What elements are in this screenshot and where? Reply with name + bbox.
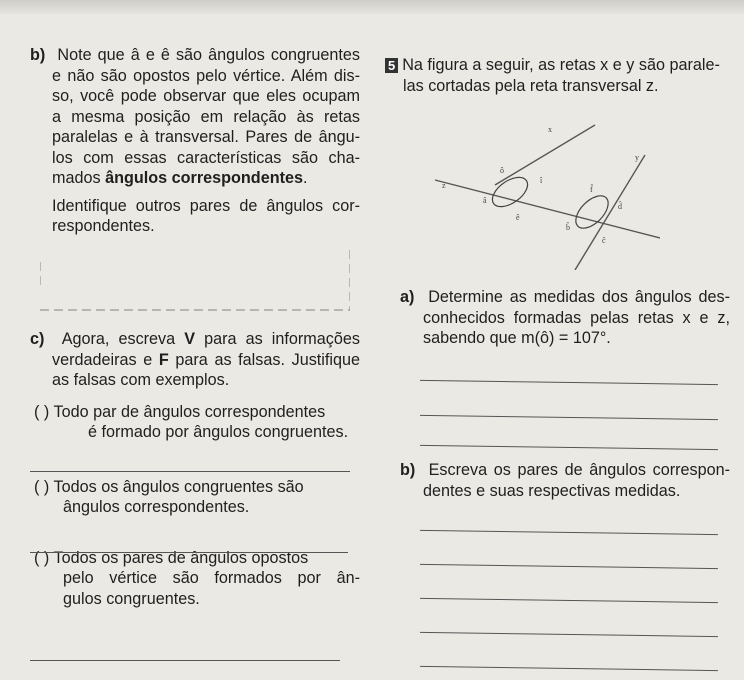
statement-2-line-1: ( ) Todos os ângulos congruentes são [34, 477, 304, 496]
statement-3-line-3: gulos congruentes. [63, 589, 200, 608]
ex5-a-line-2: conhecidos formadas pelas retas x e z, [423, 308, 730, 327]
answer-line[interactable] [420, 666, 718, 671]
label-z: z [442, 181, 446, 190]
exercise-number-badge: 5 [385, 58, 398, 73]
answer-box-dashed[interactable] [40, 250, 350, 325]
page-top-edge [0, 0, 744, 14]
true-false-box-2[interactable]: ( ) [34, 477, 50, 496]
ex5-a-line-1: a) Determine as medidas dos ângulos des- [400, 288, 730, 306]
label-o: ô [500, 166, 504, 175]
exercise-5 [385, 55, 730, 96]
item-c-line-2: verdadeiras e F para as falsas. Justifique [52, 350, 360, 369]
answer-line[interactable] [420, 380, 718, 385]
statement-3-line-1: ( ) Todos os pares de ângulos opostos [34, 548, 309, 567]
item-c-statement-3 [30, 548, 360, 610]
left-column [30, 45, 360, 237]
answer-line[interactable] [30, 552, 348, 553]
item-b-line-6: los com essas características são cha- [52, 148, 360, 167]
item-c-line-1: c) Agora, escreva V para as informações [30, 330, 360, 348]
item-c-statement-1 [30, 402, 360, 443]
exercise-5-a [400, 287, 730, 349]
statement-1-line-1: ( ) Todo par de ângulos correspondentes [34, 402, 326, 421]
item-b-line-7: mados ângulos correspondentes. [52, 169, 308, 187]
ex5-b-line-2: dentes e suas respectivas medidas. [423, 481, 681, 500]
item-b-identify-2: respondentes. [52, 217, 155, 235]
answer-line[interactable] [420, 530, 718, 535]
label-a: â [483, 196, 487, 205]
item-c [30, 329, 360, 609]
exercise-5-line-1: 5 Na figura a seguir, as retas x e y são parale- [385, 55, 730, 76]
answer-line[interactable] [420, 445, 718, 450]
true-false-box-3[interactable]: ( ) [34, 548, 50, 567]
label-x: x [548, 125, 552, 134]
exercise-5-b [400, 460, 730, 501]
item-b-line-3: so, você pode observar que eles ocupam [52, 87, 360, 105]
answer-line[interactable] [30, 660, 340, 661]
item-c-statement-2 [30, 477, 360, 518]
item-b-line-5: paralelas e à transversal. Pares de ângu- [52, 128, 360, 146]
label-f: f̂ [590, 185, 593, 194]
item-b-identify-1: Identifique outros pares de ângulos cor- [52, 196, 360, 215]
ex5-b-line-1: b) Escreva os pares de ângulos correspon- [400, 461, 730, 479]
statement-2-line-2: ângulos correspondentes. [63, 498, 250, 516]
answer-line[interactable] [420, 598, 718, 603]
item-b-line-4: a mesma posição em relação às retas [52, 107, 360, 126]
item-b-line-2: e não são opostos pelo vértice. Além dis- [52, 66, 360, 85]
true-false-box-1[interactable]: ( ) [34, 402, 50, 421]
answer-line[interactable] [420, 564, 718, 569]
label-y: y [635, 153, 639, 162]
answer-line[interactable] [420, 415, 718, 420]
label-b: b̂ [566, 223, 570, 232]
label-d: d̂ [618, 202, 622, 211]
statement-3-line-2: pelo vértice são formados por ân- [63, 569, 360, 587]
label-e: ê [516, 213, 520, 222]
exercise-5-line-2: las cortadas pela reta transversal z. [403, 76, 659, 95]
item-c-line-3: as falsas com exemplos. [52, 371, 230, 389]
item-b [30, 45, 360, 237]
answer-line[interactable] [30, 471, 350, 472]
parallel-lines-figure [420, 120, 660, 270]
ex5-a-line-3: sabendo que m(ô) = 107°. [423, 329, 611, 347]
answer-line[interactable] [420, 632, 718, 637]
item-b-line-1: b) Note que â e ê são ângulos congruentes [30, 46, 360, 64]
label-i: î [540, 176, 543, 185]
statement-1-line-2: é formado por ângulos congruentes. [88, 423, 349, 441]
label-c: ĉ [602, 236, 606, 245]
